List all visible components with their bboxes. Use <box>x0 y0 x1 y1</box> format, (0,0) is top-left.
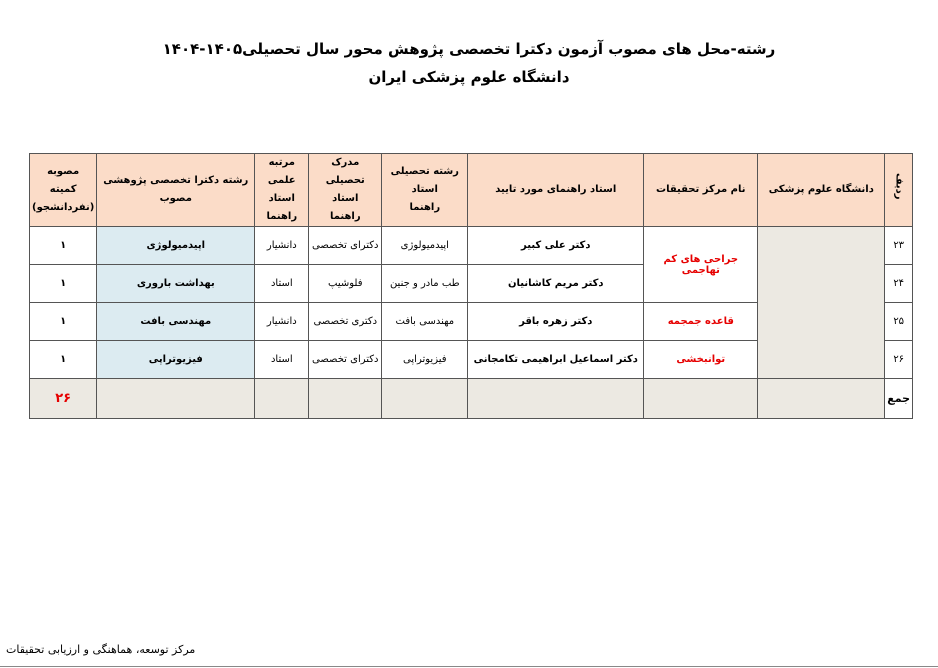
total-empty-cell <box>468 379 644 419</box>
rank-cell: دانشیار <box>255 227 309 265</box>
header-university: دانشگاه علوم پزشکی <box>758 154 885 227</box>
advisor-field-cell: فیزیوتراپی <box>382 341 468 379</box>
bottom-divider <box>0 666 938 667</box>
total-value: ۲۶ <box>30 379 97 419</box>
row-number: ۲۴ <box>885 265 913 303</box>
page-title: رشته-محل های مصوب آزمون دکترا تخصصی پژوهش محور سال تحصیلی۱۴۰۵-۱۴۰۴ <box>162 40 776 58</box>
total-empty-cell <box>309 379 382 419</box>
phd-field-cell: اپیدمیولوژی <box>97 227 255 265</box>
advisor-cell: دکتر زهره باقر <box>468 303 644 341</box>
total-empty-cell <box>255 379 309 419</box>
advisor-degree-cell: دکترای تخصصی <box>309 341 382 379</box>
phd-field-cell: بهداشت باروری <box>97 265 255 303</box>
university-cell <box>758 227 885 379</box>
total-empty-cell <box>382 379 468 419</box>
advisor-cell: دکتر مریم کاشانیان <box>468 265 644 303</box>
row-number: ۲۵ <box>885 303 913 341</box>
header-capacity: مصوبه کمیته (نفردانشجو) <box>30 154 97 227</box>
rank-cell: استاد <box>255 341 309 379</box>
total-empty-cell <box>758 379 885 419</box>
advisor-cell: دکتر اسماعیل ابراهیمی تکامجانی <box>468 341 644 379</box>
header-rank: مرتبه علمی استاد راهنما <box>255 154 309 227</box>
total-label: جمع <box>885 379 913 419</box>
header-phd-field: رشته دکترا تخصصی پژوهشی مصوب <box>97 154 255 227</box>
header-advisor-degree: مدرک تحصیلی استاد راهنما <box>309 154 382 227</box>
rank-cell: استاد <box>255 265 309 303</box>
phd-field-cell: فیزیوتراپی <box>97 341 255 379</box>
advisor-cell: دکتر علی کبیر <box>468 227 644 265</box>
advisor-degree-cell: دکتری تخصصی <box>309 303 382 341</box>
advisor-degree-cell: دکترای تخصصی <box>309 227 382 265</box>
header-advisor-field: رشته تحصیلی استاد راهنما <box>382 154 468 227</box>
research-center-cell: جراحی های کم تهاجمی <box>644 227 758 303</box>
advisor-field-cell: اپیدمیولوژی <box>382 227 468 265</box>
header-row <box>30 154 913 227</box>
programs-table <box>29 153 913 419</box>
research-center-cell: قاعده جمجمه <box>644 303 758 341</box>
row-number: ۲۶ <box>885 341 913 379</box>
rank-cell: دانشیار <box>255 303 309 341</box>
header-advisor: استاد راهنمای مورد تایید <box>468 154 644 227</box>
row-number: ۲۳ <box>885 227 913 265</box>
capacity-cell: ۱ <box>30 341 97 379</box>
total-empty-cell <box>97 379 255 419</box>
capacity-cell: ۱ <box>30 265 97 303</box>
capacity-cell: ۱ <box>30 227 97 265</box>
research-center-cell: توانبخشی <box>644 341 758 379</box>
phd-field-cell: مهندسی بافت <box>97 303 255 341</box>
table-row <box>30 227 913 265</box>
total-row <box>30 379 913 419</box>
header-row-no: ردیف <box>885 154 913 227</box>
capacity-cell: ۱ <box>30 303 97 341</box>
advisor-degree-cell: فلوشیپ <box>309 265 382 303</box>
header-research-center: نام مرکز تحقیقات <box>644 154 758 227</box>
total-empty-cell <box>644 379 758 419</box>
advisor-field-cell: مهندسی بافت <box>382 303 468 341</box>
advisor-field-cell: طب مادر و جنین <box>382 265 468 303</box>
footer-text: مرکز توسعه، هماهنگی و ارزیابی تحقیقات <box>6 643 196 656</box>
page-subtitle: دانشگاه علوم پزشکی ایران <box>368 68 570 86</box>
